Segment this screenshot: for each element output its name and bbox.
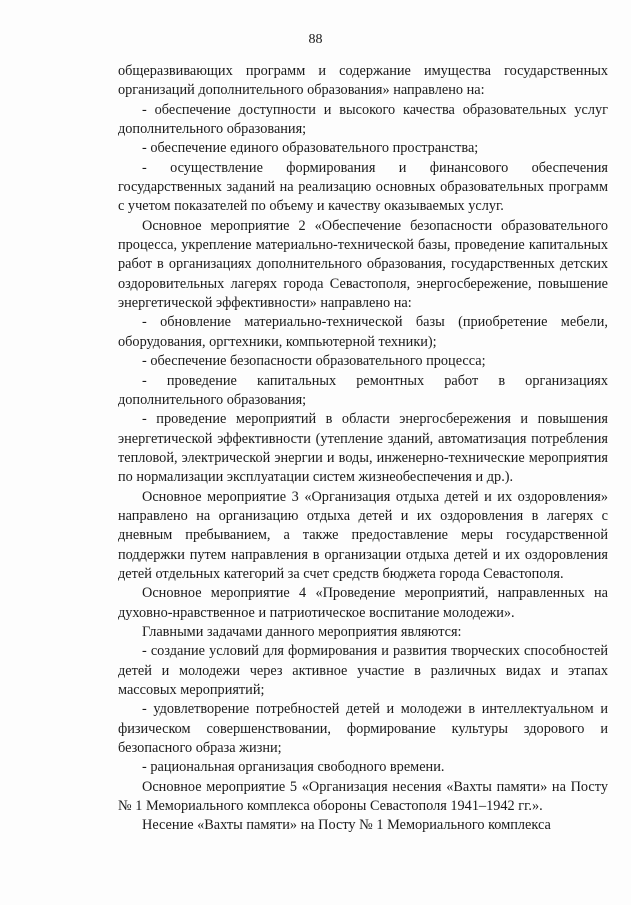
list-item: - проведение мероприятий в области энергосбережения и повышения энергетической эффективности (утепление зданий, автоматизация потребления тепловой, электрической энергии и воды, инженерно-технические мероприятия по нормализации эксплуатации систем жизнеобеспечения и др.). <box>118 411 608 486</box>
list-item: - обеспечение доступности и высокого качества образовательных услуг дополнительного образования; <box>118 101 608 138</box>
list-item: - обеспечение единого образовательного пространства; <box>142 140 479 157</box>
paragraph: Основное мероприятие 3 «Организация отдыха детей и их оздоровления» направлено на организацию отдыха детей и их оздоровления в лагерях с дневным пребыванием, а также предоставление меры государственной поддержки путем направления в организации отдыха детей и их оздоровления детей отдельных категорий за счет средств бюджета города Севастополя. <box>118 488 608 582</box>
list-item: - проведение капитальных ремонтных работ в организациях дополнительного образования; <box>118 372 608 408</box>
paragraph: Основное мероприятие 4 «Проведение мероприятий, направленных на духовно-нравственное и патриотическое воспитание молодежи». <box>118 585 608 621</box>
page-number: 88 <box>308 32 323 47</box>
list-item: - удовлетворение потребностей детей и молодежи в интеллектуальном и физическом совершенствовании, формирование культуры здорового и безопасного образа жизни; <box>118 701 608 757</box>
paragraph: Главными задачами данного мероприятия являются: <box>142 623 462 640</box>
list-item: - осуществление формирования и финансового обеспечения государственных заданий на реализацию основных образовательных программ с учетом показателей по объему и качеству оказываемых услуг. <box>118 159 608 215</box>
list-item: - рациональная организация свободного времени. <box>142 759 445 776</box>
paragraph: общеразвивающих программ и содержание имущества государственных организаций дополнительного образования» направлено на: <box>118 63 608 99</box>
paragraph: Основное мероприятие 2 «Обеспечение безопасности образовательного процесса, укрепление материально-технической базы, проведение капитальных работ в организациях дополнительного образования, государственных детских оздоровительных лагерях города Севастополя, энергосбережение, повышение энергетической эффективности» направлено на: <box>118 217 608 312</box>
list-item: - создание условий для формирования и развития творческих способностей детей и молодежи через активное участие в различных видах и этапах массовых мероприятий; <box>118 643 608 698</box>
list-item: - обновление материально-технической базы (приобретение мебели, оборудования, оргтехники, компьютерной техники); <box>118 314 608 350</box>
document-body <box>118 62 608 836</box>
list-item: - обеспечение безопасности образовательного процесса; <box>142 353 486 370</box>
paragraph: Несение «Вахты памяти» на Посту № 1 Мемориального комплекса <box>142 817 551 834</box>
paragraph: Основное мероприятие 5 «Организация несения «Вахты памяти» на Посту № 1 Мемориального комплекса обороны Севастополя 1941–1942 гг.». <box>118 778 608 815</box>
